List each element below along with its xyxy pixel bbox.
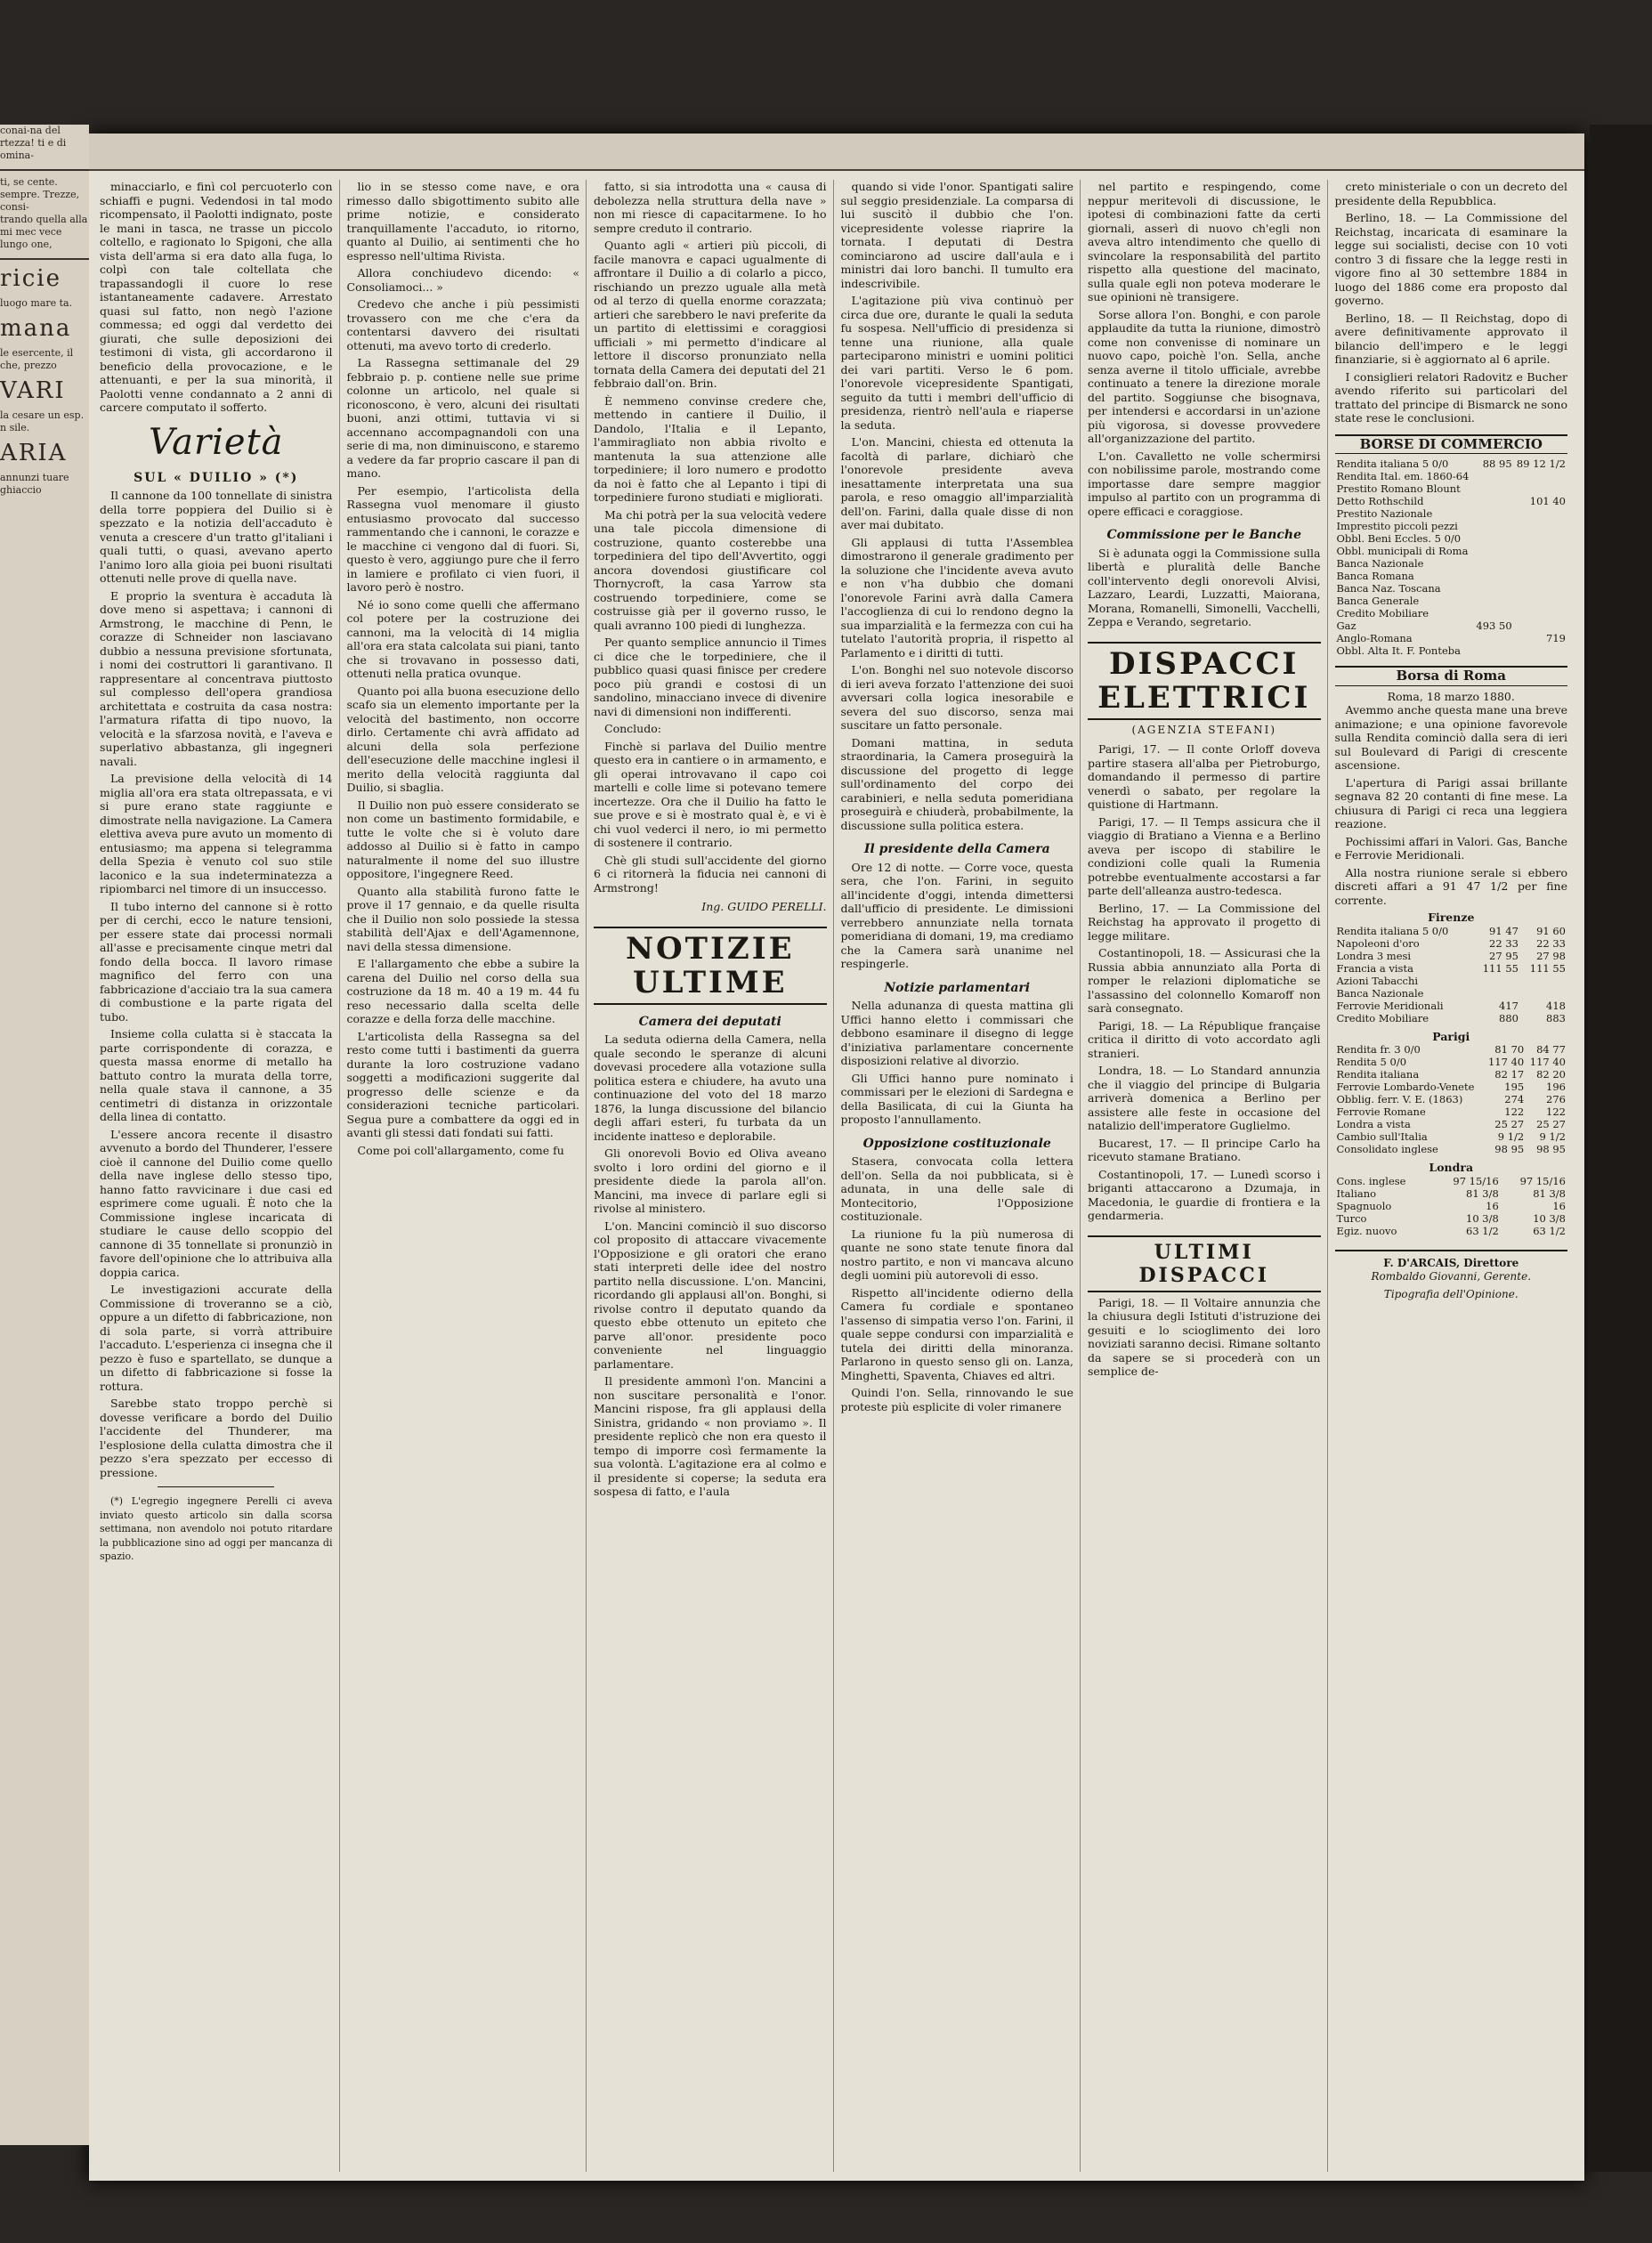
paragraph: Ore 12 di notte. — Corre voce, questa sera, che l'on. Farini, in seguito all'incidente d'oggi, intenda dimettersi dall'ufficio di presidente. Le dimissioni verrebbero annunziate nella tornata pomeridiana di domani, 19, ma crediamo che la Camera sarà unanime nel respingerle. — [840, 860, 1073, 970]
market-row — [1335, 1187, 1568, 1200]
market-value: 22 33 — [1489, 936, 1518, 950]
market-value: 63 1/2 — [1466, 1224, 1499, 1237]
market-value — [1514, 582, 1567, 595]
paragraph: Per esempio, l'articolista della Rassegna vuol menomare il giusto entusiasmo provocato dal successo rammentando che i cannoni, le corazze e le macchine ci vengono dal di fuori. Si, questo è vero, aggiungo pure che il ferro in lamiere e profilato ci vien fuori, il lavoro però è nostro. — [346, 483, 579, 594]
market-city: Firenze — [1428, 911, 1475, 924]
market-date: Roma, 18 marzo 1880. — [1387, 689, 1515, 703]
market-value: 91 60 — [1536, 924, 1566, 937]
market-label: Londra 3 mesi — [1336, 949, 1412, 962]
paragraph: Gli onorevoli Bovio ed Oliva aveano svolto i loro ordini del giorno e il presidente diede la parola all'on. Mancini, ma invece di parlare egli si rivolse al ministero. — [594, 1146, 827, 1215]
paragraph: L'on. Mancini cominciò il suo discorso col proposito di attaccare vivacemente l'Opposizione e gli oratori che erano stati interpreti delle idee del nostro partito nella discussione. L'on. Mancini, ricordando gli applausi all'on. Bonghi, si rivolse contro il deputato quando da questo ebbe ottenuto un epiteto che parve all'onor. presidente poco conveniente nel linguaggio parlamentare. — [594, 1219, 827, 1371]
market-value: 111 55 — [1482, 961, 1518, 975]
market-row — [1335, 987, 1568, 1000]
market-row — [1335, 1118, 1568, 1130]
market-value: 418 — [1546, 999, 1566, 1012]
dispatch: Berlino, 18. — Il Reichstag, dopo di avere definitivamente approvato il bilancio dell'impero e le leggi finanziarie, si è aggiornato al 6 aprile. — [1334, 311, 1567, 366]
market-row — [1335, 1056, 1568, 1068]
strip-text: ti, se cente. sempre. Trezze, consi- — [0, 176, 80, 213]
market-row — [1335, 1212, 1568, 1225]
column-3 — [594, 180, 834, 2172]
paragraph: Quindi l'on. Sella, rinnovando le sue proteste più esplicite di voler rimanere — [840, 1386, 1073, 1413]
market-value — [1474, 582, 1514, 595]
article-title: SUL « DUILIO » (*) — [134, 470, 299, 485]
market-value: 25 27 — [1536, 1118, 1566, 1130]
paragraph: L'on. Bonghi nel suo notevole discorso di ieri aveva forzato l'attenzione dei suoi avversari colla logica inesorabile e severa del suo discorso, senza mai suscitare un fatto personale. — [840, 663, 1073, 732]
market-value: 81 3/8 — [1533, 1186, 1566, 1200]
market-value: 883 — [1546, 1011, 1566, 1024]
market-row — [1335, 1200, 1568, 1212]
market-row — [1335, 557, 1568, 570]
paragraph: L'on. Cavalletto ne volle schermirsi con nobilissime parole, mostrando come importasse dare sempre maggior impulso al partito con un programma di opere efficaci e coraggiose. — [1088, 449, 1321, 518]
market-value: 88 95 — [1482, 458, 1512, 470]
market-value: 89 12 1/2 — [1516, 458, 1566, 470]
market-value — [1474, 607, 1514, 619]
signature: Ing. GUIDO PERELLI. — [701, 900, 827, 913]
market-row — [1335, 458, 1568, 470]
paragraph: Si è adunata oggi la Commissione sulla libertà e pluralità delle Banche coll'intervento degli onorevoli Alvisi, Lazzaro, Leardi, Luzzatti, Maiorana, Morana, Romanelli, Simonelli, Vacchelli, Zeppa e Verando, segretario. — [1088, 546, 1321, 628]
market-label: Rendita italiana 5 0/0 — [1336, 924, 1449, 937]
paragraph: Sorse allora l'on. Bonghi, e con parole applaudite da tutta la riunione, dimostrò come non convenisse di nominare un nuovo capo, poichè l'on. Sella, anche senza averne il titolo ufficiale, avrebbe continuato a tenere la direzione morale del partito. Soggiunse che bisognava, per intendersi e accordarsi in un'azione più vigorosa, si dovesse provvedere all'organizzazione del partito. — [1088, 307, 1321, 445]
market-label: Egiz. nuovo — [1336, 1224, 1397, 1237]
market-label: Napoleoni d'oro — [1336, 936, 1420, 950]
columns-container — [100, 180, 1574, 2172]
market-label: Francia a vista — [1336, 961, 1413, 975]
paragraph: Chè gli studi sull'accidente del giorno 6 ci ritornerà la fiducia nei cannoni di Armstrong! — [594, 853, 827, 895]
market-value: 84 77 — [1536, 1043, 1566, 1056]
market-value: 63 1/2 — [1533, 1224, 1566, 1237]
editor-name: F. D'ARCAIS, Direttore — [1383, 1256, 1519, 1269]
last-dispatch-banner: ULTIMI DISPACCI — [1088, 1235, 1321, 1292]
market-label: Obbl. municipali di Roma — [1336, 545, 1469, 557]
market-title: BORSE DI COMMERCIO — [1335, 434, 1568, 455]
market-value: 10 3/8 — [1466, 1211, 1499, 1225]
market-row — [1335, 507, 1568, 520]
paragraph: Per quanto semplice annuncio il Times ci dice che le torpediniere, che il pubblico quasi quasi finisce per credere poco più grandi e costosi di un sandolino, minacciano invece di divenire navi di dimensioni non indifferenti. — [594, 636, 827, 718]
market-value: 117 40 — [1529, 1056, 1566, 1068]
paragraph: Pochissimi affari in Valori. Gas, Banche e Ferrovie Meridionali. — [1334, 834, 1567, 862]
market-row — [1335, 482, 1568, 495]
adjacent-page-strip — [0, 125, 89, 2145]
market-value: 98 95 — [1536, 1143, 1566, 1155]
dispatch: Costantinopoli, 18. — Assicurasi che la Russia abbia annunziato alla Porta di romper le relazioni diplomatiche se l'assassino del colonnello Komaroff non sarà consegnato. — [1088, 946, 1321, 1015]
paragraph: La previsione della velocità di 14 miglia all'ora era stata oltrepassata, e vi si pure erano state raggiunte e dimostrate nella navigazione. La Camera elettiva aveva pure avuto un momento di entusiasmo; ma appena si telegramma della Spezia è venuto col suo stile laconico e la sua indeterminatezza a ripiombarci nel timore di un insuccesso. — [100, 772, 333, 895]
market-label: Turco — [1336, 1211, 1367, 1225]
market-value: 9 1/2 — [1539, 1130, 1566, 1143]
market-label: Ferrovie Lombardo-Venete — [1336, 1081, 1475, 1093]
strip-rule — [0, 258, 89, 260]
strip-text: le esercente, il che, prezzo — [0, 347, 74, 371]
strip-heading: mana — [0, 315, 72, 342]
paragraph: La Rassegna settimanale del 29 febbraio p. p. contiene nelle sue prime colonne un articolo, nel quale si riconoscono, è vero, alcuni dei risultati buoni, anzi ottimi, tuttavia vi si accennano accompagnandoli con una serie di ma, non diminuiscono, e staremo a vedere da far proprio cascare il pan di mano. — [346, 356, 579, 480]
market-label: Credito Mobiliare — [1336, 1011, 1429, 1024]
market-value — [1474, 644, 1514, 657]
paragraph: È nemmeno convinse credere che, mettendo in cantiere il Duilio, il Dandolo, l'Italia e il Lepanto, l'ammiragliato non abbia rivolto e mantenuta la sua attenzione alle torpediniere; il loro numero e prodotto da noi è fatto che al Lepanto i tipi di torpediniere furono studiati e migliorati. — [594, 393, 827, 504]
market-value: 111 55 — [1529, 961, 1566, 975]
market-row — [1335, 1081, 1568, 1093]
strip-text: trando quella alla mi mec vece lungo one, — [0, 214, 88, 250]
paragraph: L'apertura di Parigi assai brillante segnava 82 20 contanti di fine mese. La chiusura di Parigi ci reca una leggiera reazione. — [1334, 775, 1567, 830]
paragraph: L'on. Mancini, chiesta ed ottenuta la facoltà di parlare, dichiarò che l'onorevole presidente aveva inesattamente interpretata una sua parola, e reso omaggio all'imparzialità dell'on. Farini, dalla quale disse di non aver mai dubitato. — [840, 435, 1073, 531]
dispatch: Costantinopoli, 17. — Lunedì scorso i briganti attaccarono a Dzumaja, in Macedonia, le guardie di frontiera e la gendarmeria. — [1088, 1167, 1321, 1222]
paragraph: Le investigazioni accurate della Commissione di troveranno se a ciò, oppure a un difetto di fabbricazione, non di sola parte, si vorrà attribuire l'accaduto. L'esperienza ci insegna che il pezzo è fuso e spartellato, se dunque a un difetto di fabbricazione si fosse la rottura. — [100, 1283, 333, 1393]
market-label: Consolidato inglese — [1336, 1143, 1438, 1155]
market-label: Cons. inglese — [1336, 1174, 1406, 1187]
paragraph: quando si vide l'onor. Spantigati salire sul seggio presidenziale. La comparsa di lui suscitò il dubbio che l'on. vicepresidente volesse riaprire la tornata. I deputati di Destra cominciarono ad uscire dall'aula e i ministri dai loro banchi. Il tumulto era indescrivibile. — [840, 180, 1073, 290]
market-value: 16 — [1486, 1199, 1499, 1212]
market-value — [1474, 595, 1514, 607]
divider — [158, 1486, 274, 1487]
market-row — [1335, 582, 1568, 595]
paragraph: L'essere ancora recente il disastro avvenuto a bordo del Thunderer, l'essere cioè il cannone del Duilio come quello della nave inglese dello stesso tipo, hanno fatto ravvicinare i due casi ed esprimere come uguali. È noto che la Commissione inglese incaricata di studiare le cause dello scoppio del cannone di 35 tonnellate si pronunziò in favore dell'opinione che lo attribuiva alla doppia carica. — [100, 1127, 333, 1279]
market-value: 27 95 — [1489, 949, 1518, 962]
market-label: Obbl. Beni Eccles. 5 0/0 — [1336, 532, 1462, 545]
strip-rule — [0, 169, 89, 171]
paragraph: nel partito e respingendo, come neppur meritevoli di discussione, le ipotesi di combinazioni fatte da certi giornali, asserì di nuovo ch'egli non aveva altro intendimento che quello di svincolare la responsabilità del partito rispetto alla questione del macinato, sulla quale egli non poteva moderare le sue opinioni nè transigere. — [1088, 180, 1321, 304]
market-value — [1514, 570, 1567, 582]
paragraph: Quanto agli « artieri più piccoli, di facile manovra e capaci ugualmente di affrontare il Duilio a di colarlo a picco, rischiando un prezzo uguale alla metà od al terzo di quella enorme corazzata; artieri che sarebbero le navi preferite da un partito di elettissimi e coraggiosi ufficiali » mi permetto d'indicare al lettore il discorso pronunziato nella tornata della Camera dei deputati del 21 febbraio dall'on. Brin. — [594, 239, 827, 390]
market-value: 25 27 — [1494, 1118, 1525, 1130]
market-row — [1335, 470, 1568, 482]
paragraph: Il Duilio non può essere considerato se non come un bastimento formidabile, e tutte le volte che si è voluto dare addosso al Duilio si è fatto in campo naturalmente il nome del suo illustre oppositore, l'ingegnere Reed. — [346, 798, 579, 880]
market-label: Gaz — [1336, 619, 1356, 632]
paragraph: Allora conchiudevo dicendo: « Consoliamoci... » — [346, 266, 579, 294]
strip-heading: VARI — [0, 377, 66, 404]
market-row — [1335, 632, 1568, 644]
market-label: Spagnuolo — [1336, 1199, 1392, 1212]
paragraph: Stasera, convocata colla lettera dell'on. Sella da noi pubblicata, si è adunata, in una delle sale di Montecitorio, l'Opposizione costituzionale. — [840, 1154, 1073, 1223]
market-value: 9 1/2 — [1497, 1130, 1525, 1143]
subheading: Commissione per le Banche — [1106, 528, 1302, 542]
market-city: Parigi — [1432, 1029, 1470, 1043]
market-row — [1335, 1012, 1568, 1024]
market-value — [1514, 595, 1567, 607]
paragraph: La seduta odierna della Camera, nella quale secondo le speranze di alcuni dovevasi procedere alla votazione sulla politica estera e chiudere, ha avuto una continuazione del voto del 18 marzo 1876, la lunga discussione del bilancio degli affari esteri, fu turbata da un incidente inatteso e deplorabile. — [594, 1032, 827, 1143]
market-label: Imprestito piccoli pezzi — [1336, 520, 1458, 532]
market-value — [1514, 545, 1567, 557]
market-value — [1514, 482, 1567, 495]
subheading: Notizie parlamentari — [884, 980, 1031, 995]
market-label: Rendita Ital. em. 1860-64 — [1336, 470, 1470, 482]
market-value: 16 — [1552, 1199, 1566, 1212]
market-value — [1514, 619, 1567, 632]
market-value — [1473, 987, 1520, 1000]
paragraph: Il tubo interno del cannone si è rotto per di cerchi, ecco le nature tensioni, per essere state dai processi normali all'asse e precisamente cinque metri dal fondo della bocca. Il lavoro rimase magnifico del ferro con una fabbricazione d'acciaio tra la sua camera di combustione e la parte rigata del tubo. — [100, 899, 333, 1024]
dispatch: Parigi, 18. — La République française critica il diritto di voto accordato agli stranieri. — [1088, 1018, 1321, 1060]
page-top-margin — [89, 134, 1584, 171]
market-row — [1335, 532, 1568, 545]
market-row — [1335, 950, 1568, 962]
market-city: Londra — [1429, 1161, 1474, 1174]
column-5 — [1088, 180, 1328, 2172]
dispatch: Parigi, 17. — Il conte Orloff doveva partire stasera all'alba per Pietroburgo, domandando il permesso di partire venerdì o sabato, per regolare la quistione di Hartmann. — [1088, 742, 1321, 811]
section-title: Varietà — [148, 421, 284, 463]
strip-text: la cesare un esp. n sile. — [0, 409, 85, 433]
paragraph: Quanto alla stabilità furono fatte le prove il 17 gennaio, e da quelle risulta che il Duilio non solo possiede la stessa stabilità dell'Ajax e dell'Agamennone, navi della stessa dimensione. — [346, 884, 579, 953]
paragraph: fatto, si sia introdotta una « causa di debolezza nella struttura della nave » non mi riesce di capacitarmene. Io ho sempre creduto il contrario. — [594, 180, 827, 235]
strip-text: annunzi tuare ghiaccio — [0, 472, 69, 496]
market-value — [1520, 987, 1567, 1000]
market-label: Obbl. Alta It. F. Ponteba — [1336, 644, 1461, 657]
market-value: 97 15/16 — [1453, 1174, 1499, 1187]
market-label: Rendita italiana 5 0/0 — [1336, 458, 1449, 470]
market-label: Cambio sull'Italia — [1336, 1130, 1428, 1143]
market-value — [1474, 470, 1514, 482]
paragraph: lio in se stesso come nave, e ora rimesso dallo sbigottimento subito alle prime notizie, e considerato tranquillamente l'accaduto, io ritorno, quanto al Duilio, ai sentimenti che ho espresso nell'ultima Rivista. — [346, 180, 579, 263]
market-label: Detto Rothschild — [1336, 495, 1424, 507]
market-row — [1335, 570, 1568, 582]
editor-block — [1335, 1250, 1568, 1302]
market-value — [1514, 532, 1567, 545]
market-value — [1474, 557, 1514, 570]
manager-name: Rombaldo Giovanni, Gerente. — [1371, 1270, 1532, 1283]
paragraph: L'articolista della Rassegna sa del resto come tutti i bastimenti da guerra durante la loro costruzione vadano soggetti a modificazioni suggerite dal progresso delle scienze e da considerazioni tecniche particolari. Segua pure a combattere da oggi ed in avanti gli stessi dati fondati sui fatti. — [346, 1029, 579, 1139]
market-value — [1474, 495, 1514, 507]
market-row — [1335, 1068, 1568, 1081]
dispatch: Berlino, 17. — La Commissione del Reichstag ha approvato il progetto di legge militare. — [1088, 901, 1321, 943]
market-label: Banca Nazionale — [1336, 557, 1424, 570]
market-value: 122 — [1546, 1105, 1566, 1118]
strip-heading: ricie — [0, 265, 62, 292]
column-1 — [100, 180, 340, 2172]
market-label: Rendita 5 0/0 — [1336, 1056, 1407, 1068]
printer-name: Tipografia dell'Opinione. — [1383, 1287, 1518, 1300]
paragraph: Il presidente ammonì l'on. Mancini a non suscitare personalità e l'onor. Mancini rispose, fra gli applausi della Sinistra, gridando « non proviamo ». Il presidente replicò che non era questo il tempo di imporre così fermamente la sua volontà. L'agitazione era al colmo e il presidente si coperse; la seduta era sospesa di fatto, e l'aula — [594, 1374, 827, 1498]
market-row — [1335, 925, 1568, 937]
market-row — [1335, 1143, 1568, 1155]
market-table-roma — [1335, 458, 1568, 657]
market-label: Ferrovie Romane — [1336, 1105, 1426, 1118]
market-row — [1335, 1043, 1568, 1056]
subheading: Opposizione costituzionale — [862, 1136, 1051, 1151]
market-value: 22 33 — [1536, 936, 1566, 950]
paragraph: creto ministeriale o con un decreto del presidente della Repubblica. — [1334, 180, 1567, 207]
market-value — [1473, 975, 1520, 987]
column-2 — [347, 180, 587, 2172]
market-label: Azioni Tabacchi — [1336, 974, 1419, 987]
paragraph: Gli applausi di tutta l'Assemblea dimostrarono il generale gradimento per la soluzione che l'incidente aveva avuto e non v'ha dubbio che domani l'onorevole Farini avrà dalla Camera l'accoglienza di cui lo rendono degno la sua imparzialità e la fermezza con cui ha tutelato l'autorità propria, il rispetto al Parlamento e i diritti di tutti. — [840, 535, 1073, 660]
market-value: 719 — [1546, 632, 1566, 644]
market-value: 274 — [1504, 1093, 1525, 1105]
market-row — [1335, 520, 1568, 532]
market-row — [1335, 607, 1568, 619]
market-row — [1335, 644, 1568, 657]
paragraph: Alla nostra riunione serale si ebbero discreti affari a 91 47 1/2 per fine corrente. — [1334, 865, 1567, 907]
dark-binding-edge — [1590, 125, 1652, 2172]
market-value — [1514, 644, 1567, 657]
dispatch: Londra, 18. — Lo Standard annunzia che il viaggio del principe di Bulgaria arriverà domenica a Berlino per assistere alle feste in occasione del natalizio dell'imperatore Guglielmo. — [1088, 1064, 1321, 1132]
strip-text: luogo mare ta. — [0, 297, 73, 309]
market-row — [1335, 1130, 1568, 1143]
strip-heading: ARIA — [0, 440, 68, 466]
market-row — [1335, 1175, 1568, 1187]
market-label: Prestito Nazionale — [1336, 507, 1433, 520]
market-value: 98 95 — [1494, 1143, 1525, 1155]
paragraph: Finchè si parlava del Duilio mentre questo era in cantiere o in armamento, e gli operai introvavano il capo coi martelli e colle lime si potevano temere incertezze. Ora che il Duilio ha fatto le sue prove e si è mostrato qual è, e vi è chi vuol vederci il nero, io mi permetto di sostenere il contrario. — [594, 739, 827, 849]
market-label: Banca Generale — [1336, 595, 1420, 607]
market-value — [1474, 632, 1514, 644]
market-value: 82 17 — [1494, 1068, 1525, 1081]
market-row — [1335, 975, 1568, 987]
paragraph: Quanto poi alla buona esecuzione dello scafo sia un elemento importante per la velocità del bastimento, non occorre dirlo. Certamente chi avrà affidato ad alcuni della sola perfezione dell'esecuzione delle macchine inglesi il merito della velocità raggiunta dal Duilio, si sbaglia. — [346, 684, 579, 794]
paragraph: Domani mattina, in seduta straordinaria, la Camera proseguirà la discussione del progetto di legge sull'ordinamento del corpo dei carabinieri, e nella seduta pomeridiana proseguirà e chiuderà, probabilmente, la discussione sulla politica estera. — [840, 735, 1073, 832]
market-label: Rendita fr. 3 0/0 — [1336, 1043, 1421, 1056]
dispatch: Parigi, 18. — Il Voltaire annunzia che la chiusura degli Istituti d'istruzione dei gesuiti e lo scioglimento dei loro noviziati saranno decisi. Rimane soltanto da sapere se si procederà con un semplice de- — [1088, 1295, 1321, 1378]
market-row — [1335, 1000, 1568, 1012]
market-label: Anglo-Romana — [1336, 632, 1413, 644]
market-table-parigi — [1335, 1043, 1568, 1155]
market-value: 10 3/8 — [1533, 1211, 1566, 1225]
market-row — [1335, 545, 1568, 557]
market-label: Banca Romana — [1336, 570, 1414, 582]
market-value — [1474, 520, 1514, 532]
market-table-firenze — [1335, 925, 1568, 1024]
paragraph: Avemmo anche questa mane una breve animazione; e una opinione favorevole sulla Rendita cominciò dalla sera di ieri sul Boulevard di Parigi di crescente ascensione. — [1334, 703, 1567, 772]
paragraph: E l'allargamento che ebbe a subire la carena del Duilio nel corso della sua costruzione da 18 m. 40 a 19 m. 44 fu reso necessario dalla scelta delle corazze e della forza delle macchine. — [346, 957, 579, 1025]
market-value: 195 — [1504, 1081, 1525, 1093]
market-value: 81 3/8 — [1466, 1186, 1499, 1200]
dispatch: Bucarest, 17. — Il principe Carlo ha ricevuto stamane Bratiano. — [1088, 1136, 1321, 1163]
footnote: (*) L'egregio ingegnere Perelli ci aveva inviato questo articolo sin dalla scorsa settimana, non avendolo noi potuto ritardare la pubblicazione sino ad oggi per mancanza di spazio. — [100, 1495, 333, 1562]
dispatch-banner: DISPACCI ELETTRICI — [1088, 642, 1321, 720]
column-6 — [1335, 180, 1575, 2172]
paragraph: Come poi coll'allargamento, come fu — [357, 1143, 564, 1157]
paragraph: Il cannone da 100 tonnellate di sinistra della torre poppiera del Duilio si è spezzato e la notizia dell'accaduto è venuta a crescere d'un tratto gl'italiani i quali tutti, o quasi, avevano aperto l'animo loro alla gioia pei buoni risultati ottenuti nelle prove di quella nave. — [100, 489, 333, 585]
market-value: 27 98 — [1536, 949, 1566, 962]
paragraph: I consiglieri relatori Radovitz e Bucher avendo riferito sui particolari del trattato del principe di Bismarck ne sono state rese le conclusioni. — [1334, 369, 1567, 425]
market-row — [1335, 1105, 1568, 1118]
market-row — [1335, 595, 1568, 607]
market-value — [1474, 570, 1514, 582]
column-4 — [841, 180, 1081, 2172]
market-value — [1514, 520, 1567, 532]
market-value — [1514, 507, 1567, 520]
paragraph: Ma chi potrà per la sua velocità vedere una tale piccola dimensione di costruzione, quanto costerebbe una torpediniera del tipo dell'Avvertito, oggi ancora dovendosi giustificare col Thornycroft, la casa Yarrow sta costruendo torpediniere, come se costruisse già per il governo russo, le quali avranno 100 piedi di lunghezza. — [594, 507, 827, 632]
market-row — [1335, 1225, 1568, 1237]
market-value — [1474, 532, 1514, 545]
market-value — [1520, 975, 1567, 987]
subheading: Camera dei deputati — [638, 1014, 781, 1029]
market-label: Banca Naz. Toscana — [1336, 582, 1441, 595]
agency-label: (AGENZIA STEFANI) — [1131, 723, 1277, 736]
paragraph: Sarebbe stato troppo perchè si dovesse verificare a bordo del Duilio l'accidente del Thunderer, ma l'esplosione della culatta dimostra che il pezzo s'era spezzato per eccesso di pressione. — [100, 1397, 333, 1479]
market-value: 493 50 — [1476, 619, 1512, 632]
market-label: Londra a vista — [1336, 1118, 1411, 1130]
market-value: 880 — [1499, 1011, 1518, 1024]
market-table-londra — [1335, 1175, 1568, 1237]
market-label: Obblig. ferr. V. E. (1863) — [1336, 1093, 1463, 1105]
paragraph: Gli Uffici hanno pure nominato i commissari per le elezioni di Sardegna e della Basilicata, di cui la Giunta ha proposto l'annullamento. — [840, 1071, 1073, 1126]
market-label: Banca Nazionale — [1336, 986, 1424, 1000]
market-value: 97 15/16 — [1519, 1174, 1566, 1187]
market-value — [1474, 482, 1514, 495]
market-value — [1474, 545, 1514, 557]
newspaper-page — [89, 134, 1584, 2181]
market-label: Credito Mobiliare — [1336, 607, 1429, 619]
strip-text: conai-na del rtezza! ti e di omina- — [0, 125, 67, 161]
dispatch: Parigi, 17. — Il Temps assicura che il viaggio di Bratiano a Vienna e a Berlino aveva per iscopo di stabilire le condizioni colle quali la Rumenia potrebbe eventualmente accostarsi a far parte dell'alleanza austro-tedesca. — [1088, 814, 1321, 897]
market-title: Borsa di Roma — [1335, 666, 1568, 686]
market-value: 122 — [1504, 1105, 1525, 1118]
market-value: 91 47 — [1489, 924, 1518, 937]
market-value — [1514, 557, 1567, 570]
market-value: 117 40 — [1487, 1056, 1525, 1068]
market-value — [1514, 470, 1567, 482]
market-value: 196 — [1546, 1081, 1566, 1093]
paragraph: Né io sono come quelli che affermano col potere per la costruzione dei cannoni, ma la velocità di 14 miglia all'ora era stata calcolata sui piani, tanto che si trovavano in possesso dati, ottenuti nella pratica ovunque. — [346, 597, 579, 680]
subheading: Il presidente della Camera — [863, 842, 1050, 856]
paragraph: La riunione fu la più numerosa di quante ne sono state tenute finora dal nostro partito, e non vi mancava alcuno degli uomini più autorevoli di esso. — [840, 1227, 1073, 1282]
market-row — [1335, 1093, 1568, 1105]
paragraph: L'agitazione più viva continuò per circa due ore, durante le quali la seduta fu sospesa. Nell'ufficio di presidenza si tenne una riunione, alla quale parteciparono ministri e uomini politici dei vari partiti. Verso le 6 pom. l'onorevole vicepresidente Spantigati, seguito da tutti i membri dell'ufficio di presidenza, rientrò nell'aula e riaperse la seduta. — [840, 294, 1073, 432]
market-value: 81 70 — [1494, 1043, 1525, 1056]
paragraph: Rispetto all'incidente odierno della Camera fu cordiale e spontaneo l'assenso di simpatia verso l'on. Farini, il quale seppe condursi con imparzialità e tutela dei diritti della minoranza. Parlarono in questo senso gli on. Lanza, Minghetti, Spaventa, Chiaves ed altri. — [840, 1285, 1073, 1382]
market-row — [1335, 962, 1568, 975]
dispatch: Berlino, 18. — La Commissione del Reichstag, incaricata di esaminare la legge sui socialisti, decise con 10 voti contro 3 di fissare che la legge resti in vigore fino al 30 settembre 1884 in luogo del 1886 come era proposto dal governo. — [1334, 211, 1567, 307]
paragraph: Concludo: — [604, 722, 661, 735]
market-label: Rendita italiana — [1336, 1068, 1420, 1081]
market-row — [1335, 937, 1568, 950]
paragraph: Credevo che anche i più pessimisti trovassero con me che c'era da contentarsi davvero dei risultati ottenuti, ma avevo torto di crederlo. — [346, 297, 579, 352]
market-value: 82 20 — [1536, 1068, 1566, 1081]
market-row — [1335, 495, 1568, 507]
market-value — [1514, 607, 1567, 619]
market-value: 276 — [1546, 1093, 1566, 1105]
market-label: Italiano — [1336, 1186, 1377, 1200]
market-label: Ferrovie Meridionali — [1336, 999, 1444, 1012]
paragraph: Insieme colla culatta si è staccata la parte corrispondente di corazza, e questa massa enorme di metallo ha battuto contro la murata della torre, nella quale stava il cannone, a 35 centimetri di distanza in orizzontale della linea di contatto. — [100, 1027, 333, 1123]
paragraph: Nella adunanza di questa mattina gli Uffici hanno eletto i commissari che debbono esaminare il disegno di legge d'iniziativa parlamentare concernente disposizioni relative al divorzio. — [840, 999, 1073, 1067]
market-label: Prestito Romano Blount — [1336, 482, 1461, 495]
paragraph: E proprio la sventura è accaduta là dove meno si aspettava; i cannoni di Armstrong, le macchine di Penn, le corazze di Schneider non lasciavano dubbio a nessuna previsione sfortunata, i nomi dei costruttori li garantivano. Il rappresentare al concentrava piuttosto sul complesso dell'opera grandiosa architettata e costruita da casa nostra: l'armatura rifatta di tipo nuovo, la velocità e la sfarzosa novità, e l'aveva e superlativo abbastanza, gli ingegneri navali. — [100, 588, 333, 768]
market-value: 417 — [1499, 999, 1518, 1012]
market-value — [1474, 507, 1514, 520]
article-tail: minacciarlo, e finì col percuoterlo con schiaffi e pugni. Vedendosi in tal modo ricompensato, il Paolotti indignato, poste le mani in tasca, ne trasse un piccolo coltello, e ragionato lo Spigoni, che alla vista dell'arma si era dato alla fuga, lo colpì con tale coltellata che trapassandogli il cuore lo rese istantaneamente cadavere. Arrestato quasi sul fatto, non negò l'azione commessa; ed oggi dal verdetto dei giurati, che sulle deposizioni dei testimoni di vista, gli accordarono il beneficio della provocazione, e le attenuanti, e per la sua minorità, il Paolotti venne condannato a 2 anni di carcere computato il sofferto. — [100, 180, 333, 414]
market-value: 101 40 — [1529, 495, 1566, 507]
news-banner: NOTIZIE ULTIME — [594, 927, 827, 1005]
market-row — [1335, 619, 1568, 632]
